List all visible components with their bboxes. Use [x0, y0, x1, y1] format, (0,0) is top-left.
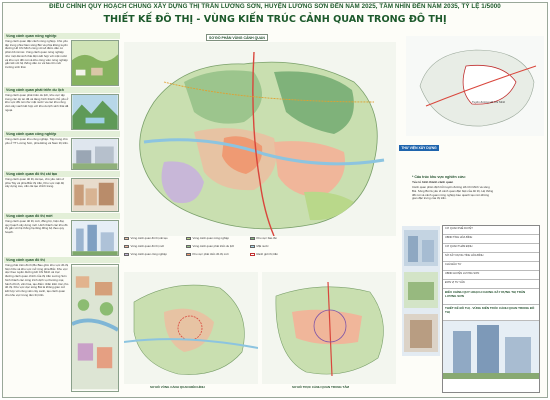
- industry-photo: [71, 138, 119, 170]
- legend-swatch: [124, 237, 129, 240]
- title-block-drawing-name: THIẾT KẾ ĐÔ THỊ - VÙNG KIẾN TRÚC CẢNH QUAN TRONG ĐÔ THỊ: [443, 305, 539, 321]
- legend-item: Khu vực phát triển đô thị mới: [186, 252, 229, 256]
- legend-swatch: [250, 237, 255, 240]
- render-collage: [402, 226, 440, 356]
- section-renovated-urban: [4, 171, 120, 213]
- title-block-row: CƠ QUAN PHÊ DUYỆT: [443, 226, 539, 235]
- sheet-title-line2: THIẾT KẾ ĐÔ THỊ - VÙNG KIẾN TRÚC CẢNH QUAN TRONG ĐÔ THỊ: [103, 14, 447, 25]
- title-block-row: UBND TỈNH HÒA BÌNH: [443, 235, 539, 244]
- new-urban-photo: [71, 220, 119, 256]
- legend-item: Vùng cảnh quan đô thị mới: [124, 244, 164, 248]
- legend-item: Ranh giới thị trấn: [250, 252, 278, 256]
- analysis-text: Cảnh quan phân định bởi tuyến đường Hồ Chí Minh và sông Bùi. Sông Bùi là yếu tố cảnh quan đặc biệt của đô thị. Hệ thống đồi núi và cảnh quan nông nghiệp bao quanh tạo nên không gian đặc trưng của thị trấn.: [412, 185, 494, 201]
- legend-swatch: [186, 237, 191, 240]
- submap2-caption: SƠ ĐỒ TRỤC CẢNH QUAN TRUNG TÂM: [292, 385, 350, 389]
- tourism-photo: [71, 94, 119, 130]
- analysis-subtitle: Yếu tố hình thành cảnh quan: [412, 180, 454, 184]
- analysis-title: * Cấu trúc khu vực nghiên cứu:: [412, 175, 466, 179]
- section-new-urban: [4, 213, 120, 257]
- submap1-caption: SƠ ĐỒ VÙNG CẢNH QUAN ĐIỂN HÌNH: [150, 385, 205, 389]
- location-map: [406, 36, 544, 136]
- section-urban: [4, 257, 120, 393]
- legend-swatch: [250, 253, 255, 256]
- legend-item: Vùng cảnh quan phát triển du lịch: [186, 244, 234, 248]
- urban-aerial-photo: [71, 264, 119, 392]
- landscape-zoning-map: [124, 42, 396, 236]
- map-legend: [124, 236, 304, 272]
- legend-item: Khu vực bảo tồn: [250, 236, 277, 240]
- typical-landscape-submap: [124, 272, 258, 384]
- title-block-row: ĐƠN VỊ TƯ VẤN: [443, 280, 539, 289]
- location-road-label: Tuyến đường Hồ Chí Minh: [472, 100, 506, 104]
- section-text: Vùng cảnh quan khu công nghiệp. Tập trung chủ yếu ở TT Lương Sơn, phía Đông và Nam thị trấn.: [5, 138, 69, 145]
- legend-item: Vùng cảnh quan đô thị cải tạo: [124, 236, 168, 240]
- legend-swatch: [186, 245, 191, 248]
- title-block-row: UBND HUYỆN LƯƠNG SƠN: [443, 271, 539, 280]
- publisher-logo: THƯ VIỆN XÂY DỰNG: [399, 145, 439, 151]
- legend-swatch: [124, 253, 129, 256]
- legend-item: Mặt nước: [250, 244, 269, 248]
- section-heading: Vùng cảnh quan đô thị cải tạo: [4, 171, 120, 177]
- sheet-title-line1: ĐIỀU CHỈNH QUY HOẠCH CHUNG XÂY DỰNG THỊ TRẤN LƯƠNG SƠN, HUYỆN LƯƠNG SƠN ĐẾN NĂM 2025, TẦM NHÌN ĐẾN NĂM 2035, TỶ LỆ 1/5000: [49, 3, 501, 10]
- section-text: Vùng cảnh quan đô thị cải tạo, chủ yếu nằm ở phía Tây và phía Bắc thị trấn. Khu vực mật độ xây dựng cao, cần cải tạo chỉnh trang.: [5, 178, 65, 189]
- section-text: Vùng cảnh quan phát triển du lịch, khu vực tập trung các dự án đã và đang hình thành chủ yếu ở khu vực đồi núi như mặt nước và các khu công viên cây xanh kết hợp với khu du lịch sinh thái dã ngoại.: [5, 94, 69, 112]
- legend-swatch: [124, 245, 129, 248]
- section-agriculture: [4, 33, 120, 87]
- renovated-urban-photo: [71, 178, 119, 212]
- section-heading: Vùng cảnh quan phát triển du lịch: [4, 87, 120, 93]
- section-text: Vùng cảnh quan đô thị mới, đồng bộ, hiện đại, quy hoạch xây dựng mới. Hình thành các khu đô thị gắn với hệ thống hạ tầng đồng bộ theo quy hoạch.: [5, 220, 68, 235]
- section-tourism: [4, 87, 120, 131]
- title-block-row: CHỦ ĐẦU TƯ: [443, 262, 539, 271]
- section-heading: Vùng cảnh quan đô thị mới: [4, 213, 120, 219]
- section-heading: Vùng cảnh quan đô thị: [4, 257, 120, 263]
- title-block-render: [443, 321, 539, 379]
- section-heading: Vùng cảnh quan công nghiệp: [4, 131, 120, 137]
- legend-item: Vùng cảnh quan công nghiệp: [124, 252, 167, 256]
- central-axis-submap: [262, 272, 396, 384]
- legend-item: Vùng cảnh quan nông nghiệp: [186, 236, 229, 240]
- section-text: Vùng cảnh quan đặc cảnh nông nghiệp. Chủ yếu tập trung phía Nam sông Bùi và phía Đông tuyến đường Hồ Chí Minh cùng với số điểm dân cư phân bố rải rác. Vùng cảnh quan nông nghiệp như một dải sinh thái đệm kết hợp với mặt nước và khu vực đồi núi và khu công viên nông nghiệp gắn kết với hệ thống dân cư và bảo tồn môi trường sinh thái.: [5, 40, 68, 69]
- legend-swatch: [250, 245, 255, 248]
- title-block: [442, 225, 540, 393]
- section-industry: [4, 131, 120, 171]
- agriculture-photo: [71, 40, 119, 86]
- main-map-title: SƠ ĐỒ PHÂN VÙNG CẢNH QUAN: [206, 34, 268, 41]
- legend-swatch: [186, 253, 191, 256]
- title-block-project: ĐIỀU CHỈNH QUY HOẠCH CHUNG XÂY DỰNG THỊ TRẤN LƯƠNG SƠN: [443, 289, 539, 305]
- title-block-row: CƠ QUAN THẨM ĐỊNH: [443, 244, 539, 253]
- title-block-row: SỞ XÂY DỰNG TỈNH HÒA BÌNH: [443, 253, 539, 262]
- section-heading: Vùng cảnh quan nông nghiệp: [4, 33, 120, 39]
- left-description-column: [4, 33, 120, 393]
- section-text: Vùng phát triển đô thị Bo Bao gồm khu vực đô thị hiện hữu và khu vực mở rộng phía Bắc. Khu vực dọc theo tuyến đường Hồ Chí Minh và trục đường cảnh quan chính của thị trấn Lương Sơn hình thành các công trình dịch vụ thương mại, hành chính, văn hóa, tạo điểm nhấn kiến trúc cho đô thị. Khu vực dọc sông Bùi là không gian mở kết hợp với công viên cây xanh, tạo cảnh quan cho khu vực trung tâm thị trấn.: [5, 264, 69, 297]
